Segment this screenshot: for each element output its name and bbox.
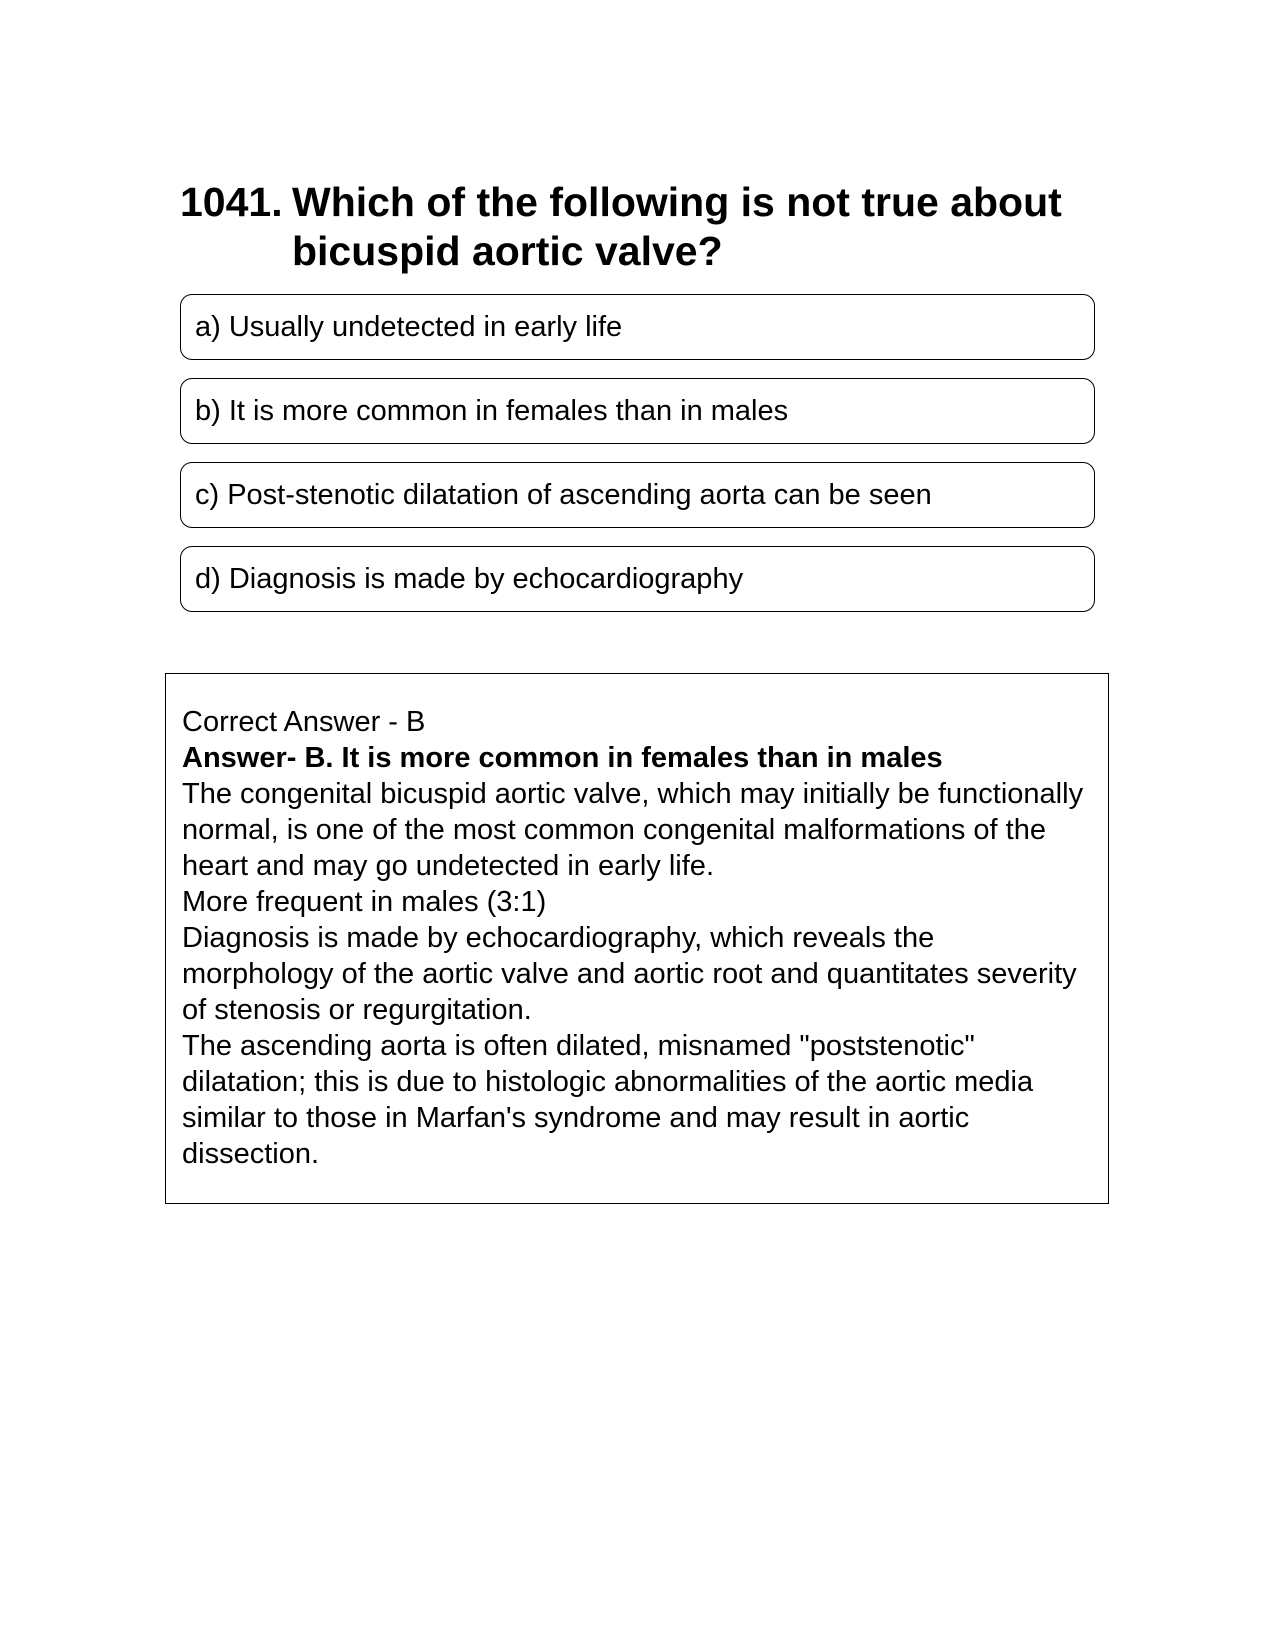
option-b[interactable]: b) It is more common in females than in males (180, 378, 1095, 444)
option-a[interactable]: a) Usually undetected in early life (180, 294, 1095, 360)
answer-heading: Answer- B. It is more common in females than in males (182, 742, 943, 774)
option-d[interactable]: d) Diagnosis is made by echocardiography (180, 546, 1095, 612)
explanation-paragraph: The ascending aorta is often dilated, misnamed "poststenotic" dilatation; this is due to histologic abnormalities of the aortic media similar to those in Marfan's syndrome and may result in aortic dissection. (182, 1030, 1034, 1170)
option-c[interactable]: c) Post-stenotic dilatation of ascending aorta can be seen (180, 462, 1095, 528)
question-heading (180, 178, 1100, 276)
question-number: 1041. (180, 179, 283, 225)
explanation-paragraph: More frequent in males (3:1) (182, 886, 547, 918)
explanation-paragraph: The congenital bicuspid aortic valve, which may initially be functionally normal, is one of the most common congenital malformations of the heart and may go undetected in early life. (182, 778, 1084, 882)
answer-explanation-box (165, 673, 1109, 1204)
explanation-paragraph: Diagnosis is made by echocardiography, which reveals the morphology of the aortic valve and aortic root and quantitates severity of stenosis or regurgitation. (182, 922, 1077, 1026)
correct-answer-line: Correct Answer - B (182, 706, 426, 738)
question-text: Which of the following is not true about bicuspid aortic valve? (292, 179, 1062, 274)
